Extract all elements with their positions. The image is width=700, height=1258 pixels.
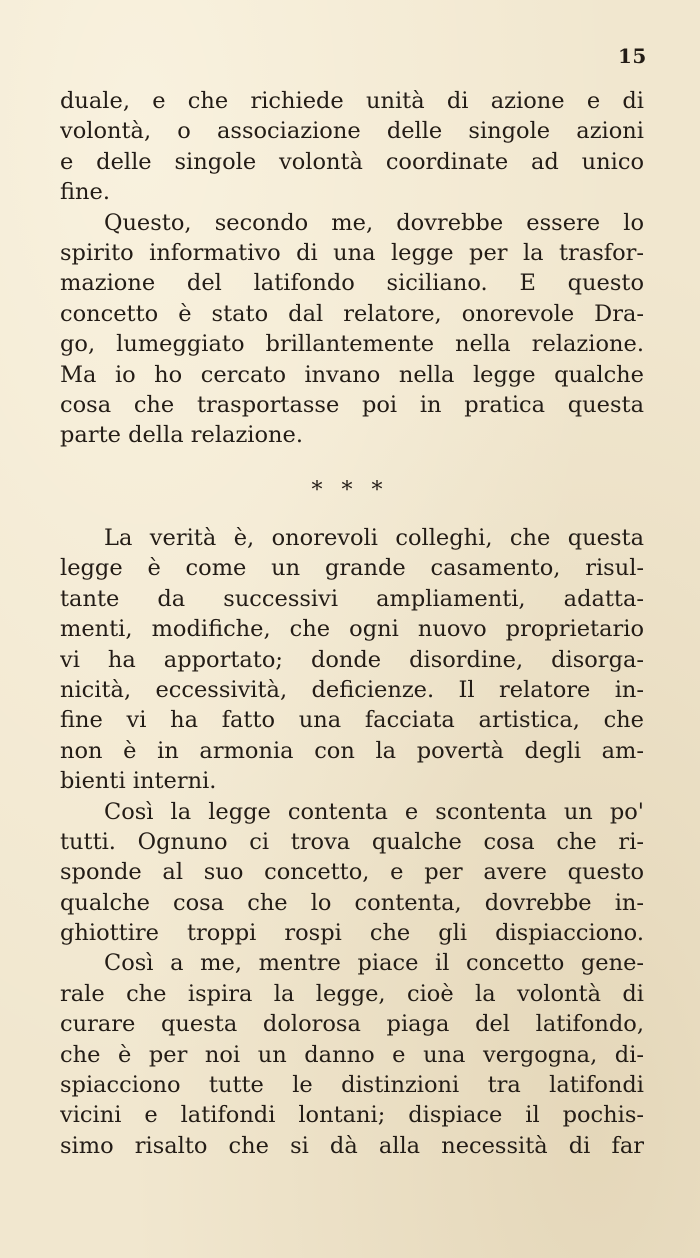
text-line: simo risalto che si dà alla necessità di far (60, 1132, 644, 1159)
text-line: Così a me, mentre piace il concetto gene- (104, 950, 644, 977)
paragraph-block-1 (60, 86, 644, 451)
paragraph-block-2 (60, 523, 644, 1161)
text-line: rale che ispira la legge, cioè la volontà di (60, 980, 644, 1007)
text-line: e delle singole volontà coordinate ad unico (60, 148, 644, 175)
text-line: legge è come un grande casamento, risul- (60, 555, 644, 582)
text-line: curare questa dolorosa piaga del latifondo, (60, 1011, 644, 1038)
page-number: 15 (618, 44, 647, 68)
text-line: bienti interni. (60, 768, 217, 795)
text-line: tutti. Ognuno ci trova qualche cosa che ri- (60, 828, 644, 855)
text-line: Così la legge contenta e scontenta un po' (104, 798, 644, 825)
text-line: qualche cosa che lo contenta, dovrebbe in- (60, 889, 644, 916)
text-line: nicità, eccessività, deficienze. Il relatore in- (60, 676, 644, 703)
text-line: che è per noi un danno e una vergogna, di- (60, 1041, 644, 1068)
text-line: cosa che trasportasse poi in pratica questa (60, 391, 644, 418)
text-line: Questo, secondo me, dovrebbe essere lo (104, 209, 644, 236)
text-line: fine. (60, 179, 110, 206)
text-line: mazione del latifondo siciliano. E questo (60, 270, 644, 297)
text-line: Ma io ho cercato invano nella legge qualche (60, 361, 644, 388)
text-line: volontà, o associazione delle singole azioni (60, 118, 644, 145)
text-line: sponde al suo concetto, e per avere questo (60, 859, 644, 886)
text-line: ghiottire troppi rospi che gli dispiacciono. (60, 920, 644, 947)
text-line: spirito informativo di una legge per la trasfor- (60, 239, 644, 266)
text-line: non è in armonia con la povertà degli am- (60, 737, 644, 764)
text-line: go, lumeggiato brillantemente nella relazione. (60, 331, 644, 358)
text-line: vi ha apportato; donde disordine, disorga- (60, 646, 644, 673)
text-line: menti, modifiche, che ogni nuovo proprietario (60, 616, 644, 643)
text-line: fine vi ha fatto una facciata artistica, che (60, 707, 644, 734)
text-line: parte della relazione. (60, 422, 303, 449)
text-line: concetto è stato dal relatore, onorevole Dra- (60, 300, 644, 327)
text-line: spiacciono tutte le distinzioni tra latifondi (60, 1072, 644, 1099)
text-line: duale, e che richiede unità di azione e di (60, 88, 644, 114)
text-line: tante da successivi ampliamenti, adatta- (60, 585, 644, 612)
text-line: La verità è, onorevoli colleghi, che questa (104, 525, 644, 551)
section-separator: * * * (311, 478, 389, 503)
text-line: vicini e latifondi lontani; dispiace il pochis- (60, 1102, 644, 1129)
